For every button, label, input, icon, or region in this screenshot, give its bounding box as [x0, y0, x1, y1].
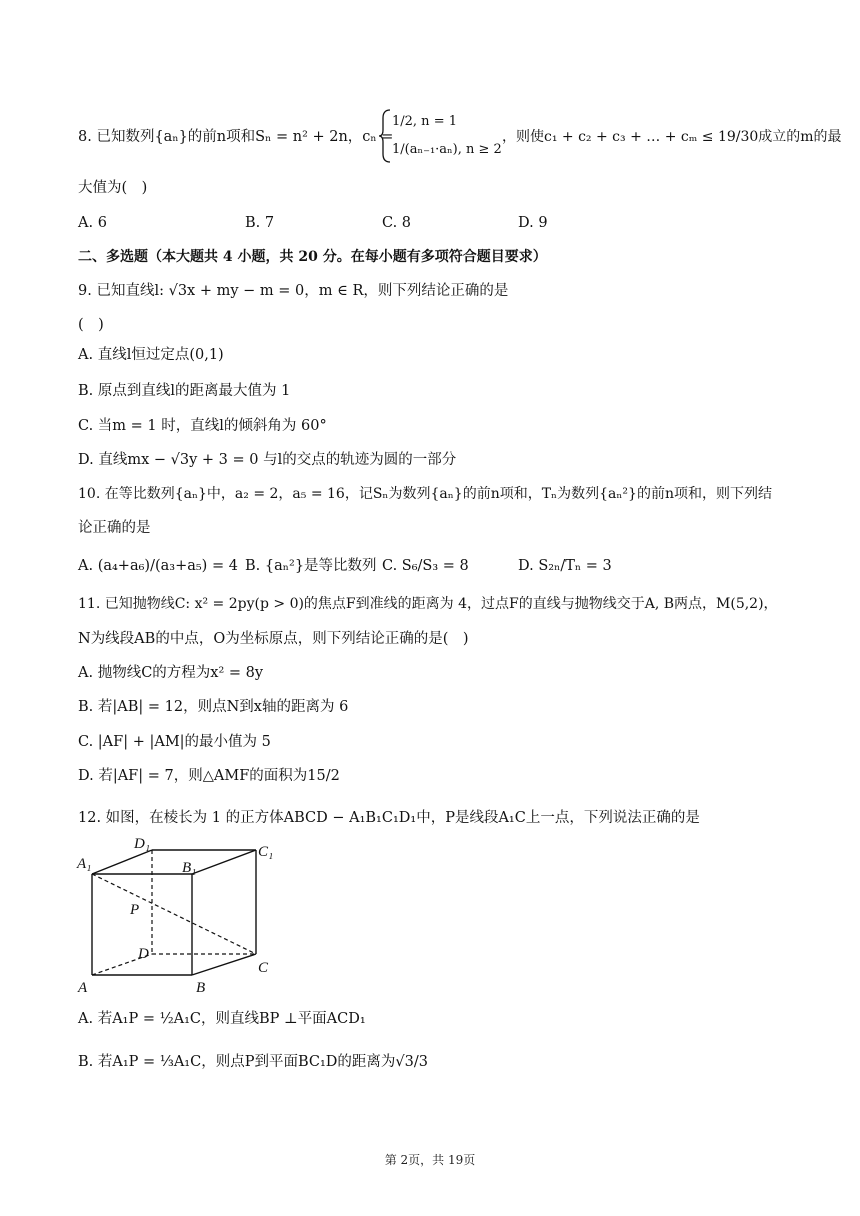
- q11-stem-a: 11. 已知抛物线C: x² = 2py(p > 0)的焦点F到准线的距离为 4，过点F的直线与抛物线交于A, B两点，M(5,2)，: [78, 596, 778, 612]
- cube-figure: [70, 832, 290, 1002]
- q10-stem-a: 10. 在等比数列{aₙ}中，a₂ = 2，a₅ = 16，记Sₙ为数列{aₙ}的前n项和，Tₙ为数列{aₙ²}的前n项和，则下列结: [78, 486, 772, 502]
- q9-option-a: A. 直线l恒过定点(0,1): [78, 347, 224, 363]
- q8-case2: 1/(aₙ₋₁·aₙ), n ≥ 2: [392, 142, 502, 157]
- q12-stem: 12. 如图，在棱长为 1 的正方体ABCD − A₁B₁C₁D₁中，P是线段A₁C上一点，下列说法正确的是: [78, 810, 700, 826]
- q8-stem-b: ，则使c₁ + c₂ + c₃ + … + cₘ ≤ 19/30成立的m的最: [502, 129, 842, 145]
- q8-option-c: C. 8: [382, 215, 412, 231]
- q10-option-a: A. (a₄+a₆)/(a₃+a₅) = 4: [78, 558, 238, 574]
- label-a: A: [78, 980, 88, 996]
- label-b1: B₁: [182, 860, 197, 876]
- q12-option-a: A. 若A₁P = ½A₁C，则直线BP ⊥平面ACD₁: [78, 1011, 366, 1027]
- page-footer: 第 2页，共 19页: [384, 1153, 476, 1167]
- label-b: B: [196, 980, 206, 996]
- q9-paren: ( ): [78, 317, 104, 333]
- q11-stem-b: N为线段AB的中点，O为坐标原点，则下列结论正确的是( ): [78, 631, 469, 647]
- q8-case1: 1/2, n = 1: [392, 114, 457, 129]
- q12-option-b: B. 若A₁P = ⅓A₁C，则点P到平面BC₁D的距离为√3/3: [78, 1054, 429, 1070]
- q8-stem-a: 8. 已知数列{aₙ}的前n项和Sₙ = n² + 2n，cₙ =: [78, 129, 394, 145]
- label-c1: C₁: [258, 844, 274, 860]
- q11-option-c: C. |AF| + |AM|的最小值为 5: [78, 734, 271, 750]
- q9-option-d: D. 直线mx − √3y + 3 = 0 与l的交点的轨迹为圆的一部分: [78, 452, 457, 468]
- label-d1: D₁: [134, 836, 151, 852]
- q10-stem-b: 论正确的是: [78, 520, 151, 536]
- q8-stem-line1: [78, 127, 393, 147]
- q9-stem: 9. 已知直线l: √3x + my − m = 0，m ∈ R，则下列结论正确的是: [78, 283, 509, 299]
- q9-option-c: C. 当m = 1 时，直线l的倾斜角为 60°: [78, 418, 327, 434]
- label-p: P: [130, 902, 140, 918]
- label-a1: A₁: [77, 856, 92, 872]
- q10-option-c: C. S₆/S₃ = 8: [382, 558, 469, 574]
- q8-option-b: B. 7: [245, 215, 275, 231]
- section-heading: 二、多选题（本大题共 4 小题，共 20 分。在每小题有多项符合题目要求）: [78, 249, 547, 265]
- q8-option-d: D. 9: [518, 215, 548, 231]
- q11-option-d: D. 若|AF| = 7，则△AMF的面积为15/2: [78, 768, 340, 784]
- q8-stem-c: 大值为( ): [78, 180, 148, 196]
- q10-option-b: B. {aₙ²}是等比数列: [245, 558, 377, 574]
- label-d: D: [138, 946, 149, 962]
- q11-option-b: B. 若|AB| = 12，则点N到x轴的距离为 6: [78, 699, 349, 715]
- q8-brace: [378, 108, 392, 164]
- q10-option-d: D. S₂ₙ/Tₙ = 3: [518, 558, 612, 574]
- q11-option-a: A. 抛物线C的方程为x² = 8y: [78, 665, 264, 681]
- q8-option-a: A. 6: [78, 215, 107, 231]
- label-c: C: [258, 960, 269, 976]
- q9-option-b: B. 原点到直线l的距离最大值为 1: [78, 383, 291, 399]
